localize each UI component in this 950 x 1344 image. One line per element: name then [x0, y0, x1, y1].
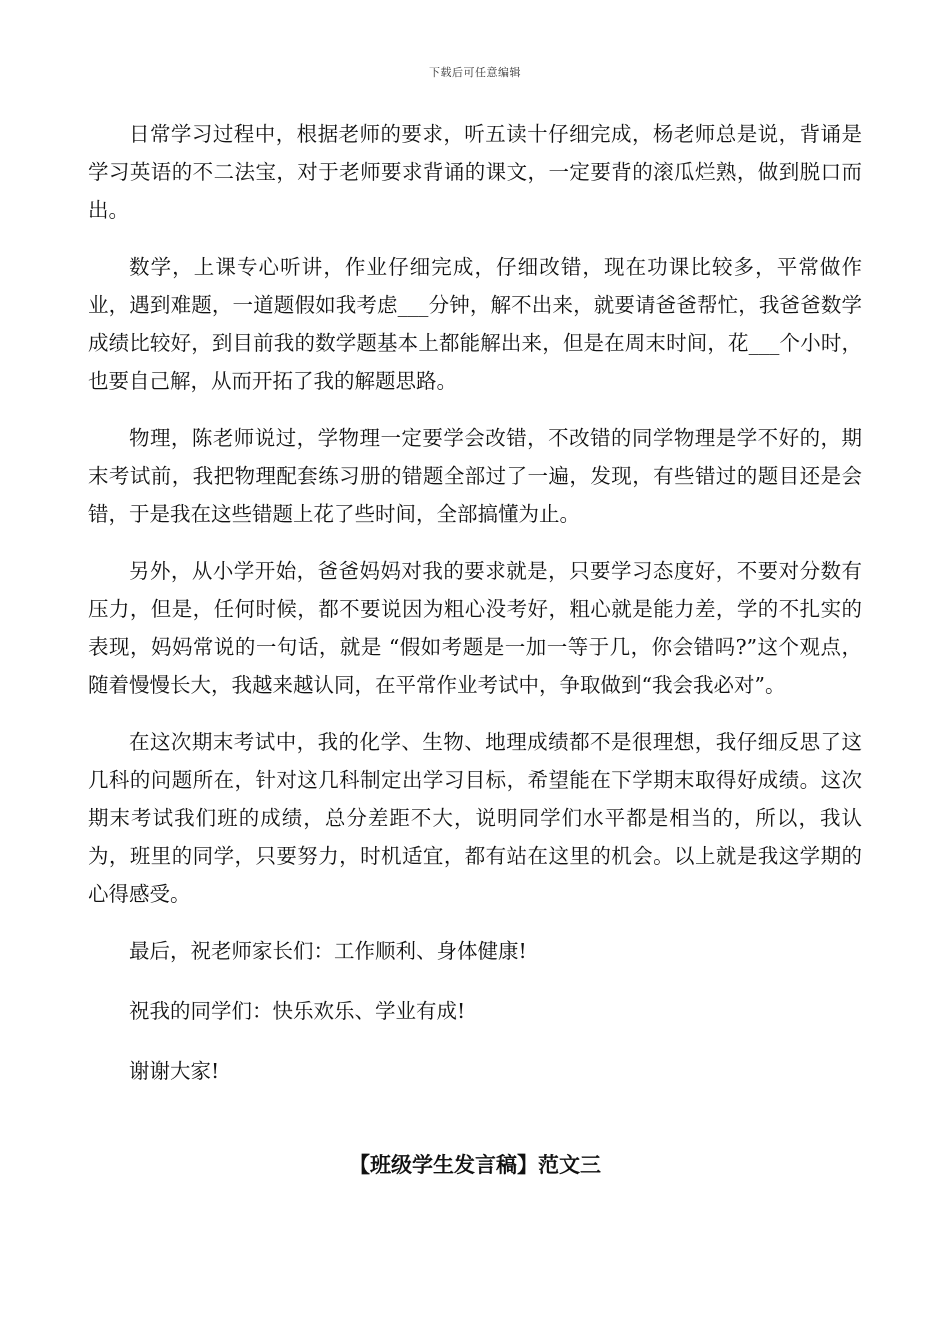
page-header-note: 下载后可任意编辑	[429, 66, 521, 79]
paragraph-physics-study: 物理，陈老师说过，学物理一定要学会改错，不改错的同学物理是学不好的，期末考试前，我把物理配套练习册的错题全部过了一遍，发现，有些错过的题目还是会错，于是我在这些错题上花了些时间，全部搞懂为止。	[88, 426, 862, 526]
paragraph-wish-classmates: 祝我的同学们：快乐欢乐、学业有成!	[129, 999, 466, 1023]
document-body	[88, 115, 862, 1112]
paragraph-wish-teachers: 最后，祝老师家长们：工作顺利、身体健康!	[129, 939, 527, 963]
paragraph-english-study: 日常学习过程中，根据老师的要求，听五读十仔细完成，杨老师总是说，背诵是学习英语的不二法宝，对于老师要求背诵的课文，一定要背的滚瓜烂熟，做到脱口而出。	[88, 122, 862, 222]
section-title: 【班级学生发言稿】范文三	[349, 1152, 601, 1177]
paragraph-thanks: 谢谢大家!	[129, 1059, 220, 1083]
paragraph-math-study: 数学，上课专心听讲，作业仔细完成，仔细改错，现在功课比较多，平常做作业，遇到难题，一道题假如我考虑___分钟，解不出来，就要请爸爸帮忙，我爸爸数学成绩比较好，到目前我的数学题基本上都能解出来，但是在周末时间，花___个小时，也要自己解，从而开拓了我的解题思路。	[88, 255, 862, 393]
paragraph-parents-expectation: 另外，从小学开始，爸爸妈妈对我的要求就是，只要学习态度好，不要对分数有压力，但是，任何时候，都不要说因为粗心没考好，粗心就是能力差，学的不扎实的表现，妈妈常说的一句话，就是 “假如考题是一加一等于几，你会错吗?”这个观点，随着慢慢长大，我越来越认同，在平常作业考试中，争取做到“我会我必对”。	[88, 559, 862, 697]
paragraph-exam-reflection: 在这次期末考试中，我的化学、生物、地理成绩都不是很理想，我仔细反思了这几科的问题所在，针对这几科制定出学习目标，希望能在下学期末取得好成绩。这次期末考试我们班的成绩，总分差距不大，说明同学们水平都是相当的，所以，我认为，班里的同学，只要努力，时机适宜，都有站在这里的机会。以上就是我这学期的心得感受。	[88, 730, 862, 906]
